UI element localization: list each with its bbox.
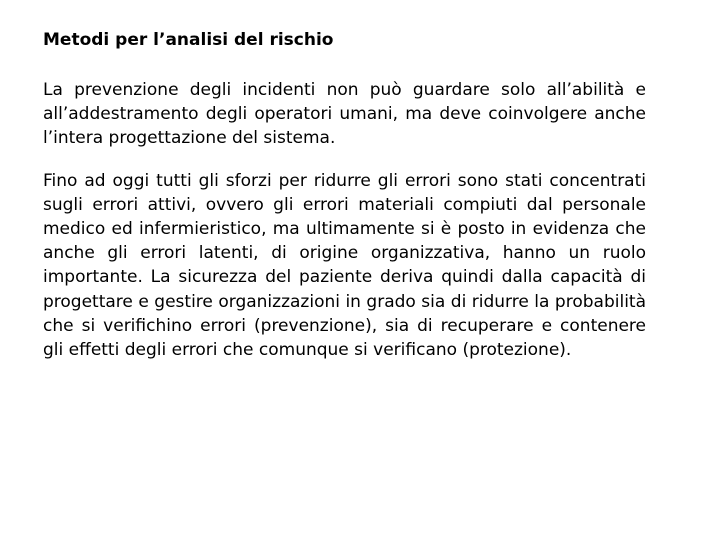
slide-title: Metodi per l’analisi del rischio [43, 30, 334, 50]
slide-content [43, 28, 646, 362]
paragraph-errors: Fino ad oggi tutti gli sforzi per ridurre gli errori sono stati concentrati sugli errori attivi, ovvero gli errori materiali compiuti dal personale medico ed infermieristico, ma ultimamente si è posto in evidenza che anche gli errori latenti, di origine organizzativa, hanno un ruolo importante. La sicurezza del paziente deriva quindi dalla capacità di progettare e gestire organizzazioni in grado sia di ridurre la probabilità che si verifichino errori (prevenzione), sia di recuperare e contenere gli effetti degli errori che comunque si verificano (protezione). [43, 170, 646, 361]
paragraph-prevention: La prevenzione degli incidenti non può guardare solo all’abilità e all’addestramento degli operatori umani, ma deve coinvolgere anche l’intera progettazione del sistema. [43, 80, 646, 149]
